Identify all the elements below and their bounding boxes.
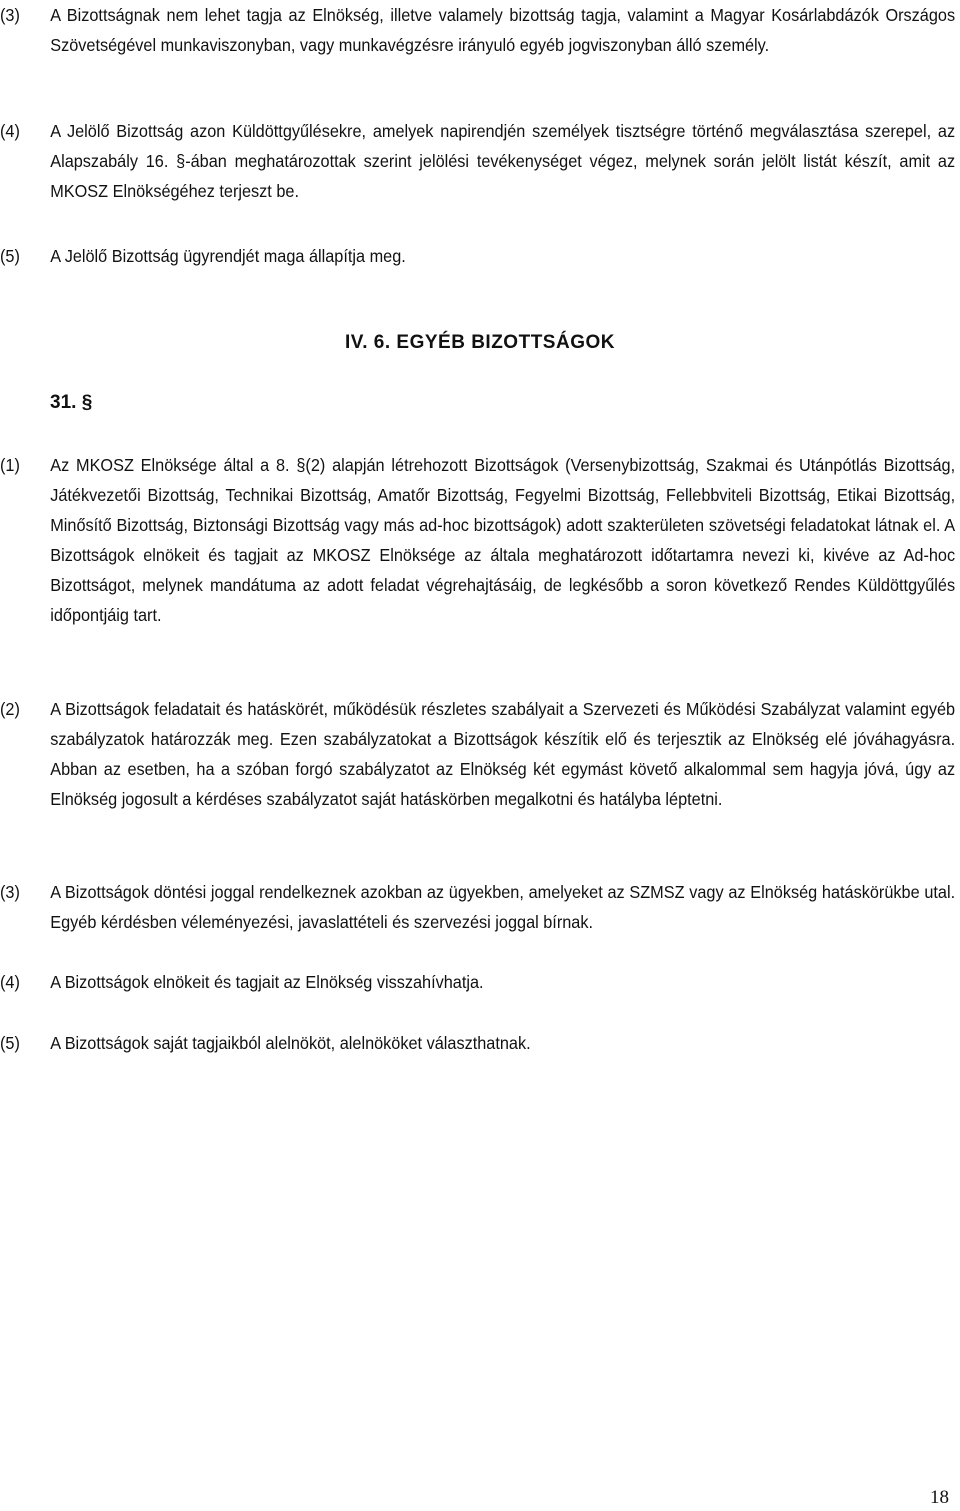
section-paragraph-2 <box>0 694 956 814</box>
paragraph-number: (4) <box>0 972 20 992</box>
section-paragraph-4 <box>0 967 893 997</box>
paragraph-number: (4) <box>0 121 20 141</box>
page-number: 18 <box>930 1487 949 1508</box>
section-paragraph-5 <box>0 1028 893 1058</box>
paragraph-number: (5) <box>0 1033 20 1053</box>
paragraph-number: (1) <box>0 455 20 475</box>
section-number: 31. § <box>50 392 93 413</box>
section-paragraph-1 <box>0 450 956 630</box>
paragraph-number: (5) <box>0 246 20 266</box>
section-paragraph-3 <box>0 877 956 937</box>
paragraph-text: A Bizottságok elnökeit és tagjait az Elnökség visszahívhatja. <box>50 972 484 992</box>
paragraph-number: (3) <box>0 882 20 902</box>
paragraph-text: A Bizottságok feladatait és hatáskörét, működésük részletes szabályait a Szervezeti és Működési Szabályzat valamint egyéb szabályzatok határozzák meg. Ezen szabályzatokat a Bizottságok készítik elő és terjesztik az Elnökség elé jóváhagyásra. Abban az esetben, ha a szóban forgó szabályzatot az Elnökség két egymást követő alkalommal sem hagyja jóvá, úgy az Elnökség jogosult a kérdéses szabályzatot saját hatáskörben megalkotni és hatályba léptetni. <box>50 699 956 809</box>
paragraph-number: (2) <box>0 699 20 719</box>
paragraph-text: A Bizottságok saját tagjaikból alelnököt, alelnököket választhatnak. <box>50 1033 531 1053</box>
chapter-heading: IV. 6. EGYÉB BIZOTTSÁGOK <box>345 332 615 353</box>
paragraph-text: A Jelölő Bizottság azon Küldöttgyűlésekre, amelyek napirendjén személyek tisztségre történő megválasztása szerepel, az Alapszabály 16. §-ában meghatározottak szerint jelölési tevékenységet végez, melynek során jelölt listát készít, amit az MKOSZ Elnökségéhez terjeszt be. <box>50 121 956 201</box>
paragraph-text: A Bizottságnak nem lehet tagja az Elnökség, illetve valamely bizottság tagja, valamint a Magyar Kosárlabdázók Országos Szövetségével munkaviszonyban, vagy munkavégzésre irányuló egyéb jogviszonyban álló személy. <box>50 5 956 55</box>
paragraph-text: A Jelölő Bizottság ügyrendjét maga állapítja meg. <box>50 246 406 266</box>
paragraph-3 <box>0 0 956 60</box>
paragraph-number: (3) <box>0 5 20 25</box>
paragraph-4 <box>0 116 956 206</box>
paragraph-text: Az MKOSZ Elnöksége által a 8. §(2) alapján létrehozott Bizottságok (Versenybizottság, Szakmai és Utánpótlás Bizottság, Játékvezetői Bizottság, Technikai Bizottság, Amatőr Bizottság, Fegyelmi Bizottság, Fellebbviteli Bizottság, Etikai Bizottság, Minősítő Bizottság, Biztonsági Bizottság vagy más ad-hoc bizottságok) adott szakterületen szövetségi feladatokat látnak el. A Bizottságok elnökeit és tagjait az MKOSZ Elnöksége az általa meghatározott időtartamra nevezi ki, kivéve az Ad-hoc Bizottságot, melynek mandátuma az adott feladat végrehajtásáig, de legkésőbb a soron következő Rendes Küldöttgyűlés időpontjáig tart. <box>50 455 956 625</box>
paragraph-text: A Bizottságok döntési joggal rendelkeznek azokban az ügyekben, amelyeket az SZMSZ vagy az Elnökség hatáskörükbe utal. Egyéb kérdésben véleményezési, javaslattételi és szervezési joggal bírnak. <box>50 882 956 932</box>
paragraph-5 <box>0 241 893 271</box>
